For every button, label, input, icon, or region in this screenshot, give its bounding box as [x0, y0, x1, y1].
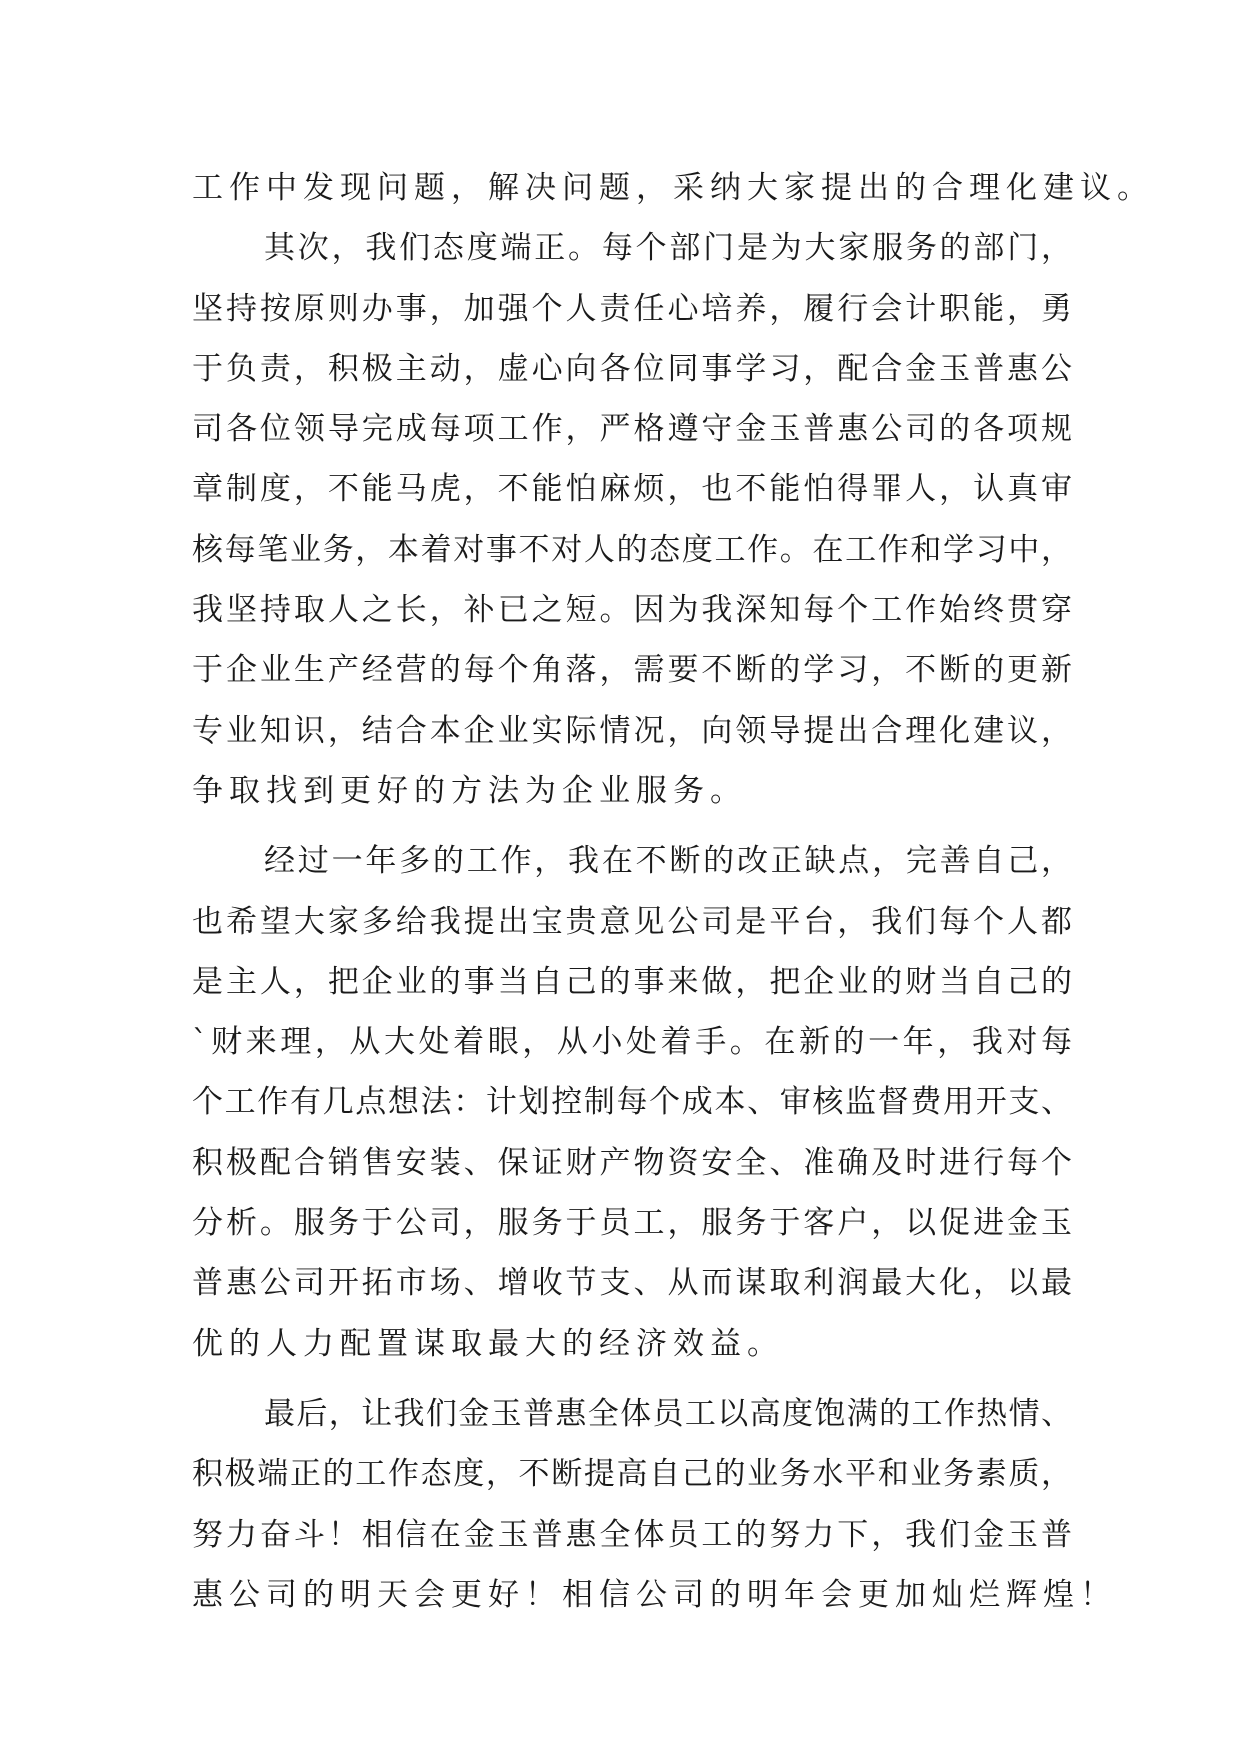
text-line: 经过一年多的工作，我在不断的改正缺点，完善自己，	[264, 843, 1072, 880]
text-line: 专业知识，结合本企业实际情况，向领导提出合理化建议，	[192, 712, 1072, 749]
text-line: 其次，我们态度端正。每个部门是为大家服务的部门，	[264, 230, 1072, 267]
text-line: 最后，让我们金玉普惠全体员工以高度饱满的工作热情、	[264, 1395, 1072, 1432]
text-line: 我坚持取人之长，补已之短。因为我深知每个工作始终贯穿	[192, 592, 1072, 629]
text-line: 努力奋斗！相信在金玉普惠全体员工的努力下，我们金玉普	[192, 1516, 1072, 1553]
text-line: 于企业生产经营的每个角落，需要不断的学习，不断的更新	[192, 652, 1072, 689]
text-line: `财来理，从大处着眼，从小处着手。在新的一年，我对每	[192, 1024, 1072, 1061]
text-line: 普惠公司开拓市场、增收节支、从而谋取利润最大化，以最	[192, 1265, 1072, 1302]
text-line: 优的人力配置谋取最大的经济效益。	[192, 1325, 784, 1362]
paragraph-gap	[192, 1374, 1072, 1384]
paragraph	[192, 1384, 1117, 1625]
text-line: 章制度，不能马虎，不能怕麻烦，也不能怕得罪人，认真审	[192, 471, 1072, 508]
text-line: 积极配合销售安装、保证财产物资安全、准确及时进行每个	[192, 1144, 1072, 1181]
paragraph	[192, 218, 1072, 821]
text-line: 积极端正的工作态度，不断提高自己的业务水平和业务素质，	[192, 1456, 1072, 1493]
text-line: 坚持按原则办事，加强个人责任心培养，履行会计职能，勇	[192, 290, 1072, 327]
text-line: 司各位领导完成每项工作，严格遵守金玉普惠公司的各项规	[192, 411, 1072, 448]
paragraph-gap	[192, 821, 1072, 831]
text-line: 于负责，积极主动，虚心向各位同事学习，配合金玉普惠公	[192, 350, 1072, 387]
paragraph	[192, 831, 1072, 1374]
text-line: 也希望大家多给我提出宝贵意见公司是平台，我们每个人都	[192, 903, 1072, 940]
text-line: 争取找到更好的方法为企业服务。	[192, 772, 747, 809]
text-line: 分析。服务于公司，服务于员工，服务于客户，以促进金玉	[192, 1205, 1072, 1242]
text-line: 个工作有几点想法：计划控制每个成本、审核监督费用开支、	[192, 1084, 1072, 1121]
text-line: 工作中发现问题，解决问题，采纳大家提出的合理化建议。	[192, 170, 1154, 206]
text-line: 核每笔业务，本着对事不对人的态度工作。在工作和学习中，	[192, 531, 1072, 568]
document-body	[192, 158, 1154, 1625]
paragraph	[192, 158, 1154, 218]
text-line: 惠公司的明天会更好！相信公司的明年会更加灿烂辉煌！	[192, 1576, 1117, 1613]
text-line: 是主人，把企业的事当自己的事来做，把企业的财当自己的	[192, 963, 1072, 1000]
